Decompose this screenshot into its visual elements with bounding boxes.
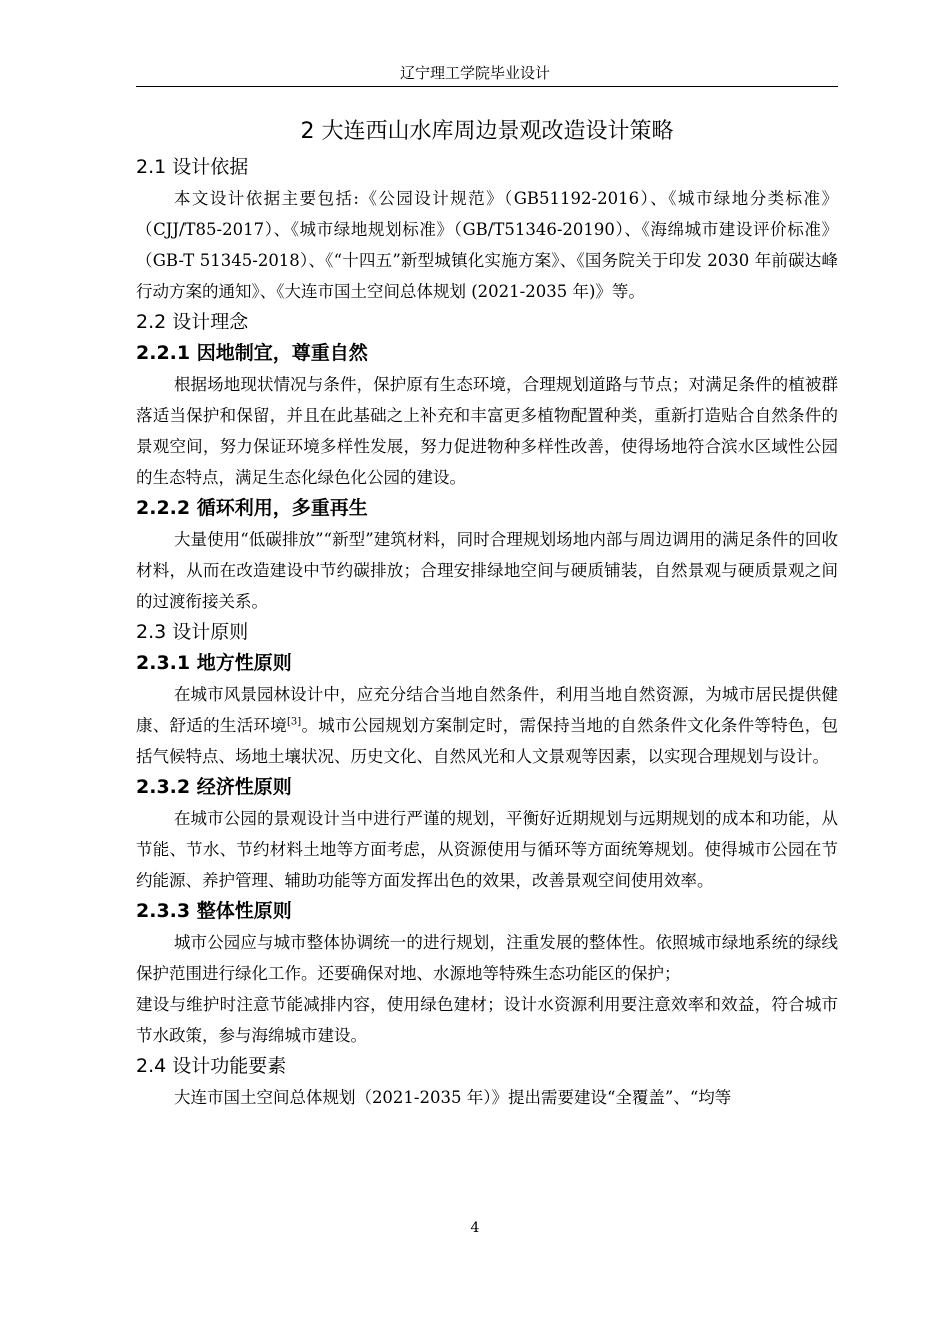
paragraph-2-3-1-part-a: 在城市风景园林设计中，应充分结合当地自然条件，利用当地自然资源，为城市居民提供健康、舒适的生活环境 bbox=[136, 685, 838, 735]
section-heading-2-3-3: 2.3.3 整体性原则 bbox=[136, 900, 292, 922]
paragraph-2-1: 本文设计依据主要包括:《公园设计规范》（GB51192-2016）、《城市绿地分类标准》（CJJ/T85-2017）、《城市绿地规划标准》（GB/T51346-20190）、《海绵城市建设评价标准》（GB-T 51345-2018）、《“十四五”新型城镇化实施方案》、《国务院关于印发 2030 年前碳达峰行动方案的通知》、《大连市国土空间总体规划 (2021-2035 年)》等。 bbox=[136, 189, 838, 301]
paragraph-2-3-3-continued: 建设与维护时注意节能减排内容，使用绿色建材；设计水资源利用要注意效率和效益，符合城市节水政策，参与海绵城市建设。 bbox=[136, 995, 838, 1045]
section-heading-2-3: 2.3 设计原则 bbox=[136, 621, 249, 643]
paragraph-2-2-2: 大量使用“低碳排放”“新型”建筑材料，同时合理规划场地内部与周边调用的满足条件的回收材料，从而在改造建设中节约碳排放；合理安排绿地空间与硬质铺装，自然景观与硬质景观之间的过渡衔接关系。 bbox=[136, 530, 838, 611]
page-content bbox=[136, 112, 838, 1113]
paragraph-2-3-2: 在城市公园的景观设计当中进行严谨的规划，平衡好近期规划与远期规划的成本和功能，从节能、节水、节约材料土地等方面考虑，从资源使用与循环等方面统筹规划。使得城市公园在节约能源、养护管理、辅助功能等方面发挥出色的效果，改善景观空间使用效率。 bbox=[136, 809, 838, 890]
chapter-title: 2 大连西山水库周边景观改造设计策略 bbox=[300, 119, 674, 144]
header-rule bbox=[136, 86, 838, 87]
section-heading-2-3-2: 2.3.2 经济性原则 bbox=[136, 776, 292, 798]
citation-ref-3[interactable]: [3] bbox=[287, 716, 302, 728]
section-heading-2-2: 2.2 设计理念 bbox=[136, 311, 249, 333]
section-heading-2-3-1: 2.3.1 地方性原则 bbox=[136, 652, 292, 674]
paragraph-2-3-1 bbox=[136, 679, 838, 772]
section-heading-2-2-1: 2.2.1 因地制宜，尊重自然 bbox=[136, 342, 368, 364]
paragraph-2-4: 大连市国土空间总体规划（2021-2035 年）》提出需要建设“全覆盖”、“均等 bbox=[173, 1088, 732, 1107]
page-number: 4 bbox=[470, 1220, 480, 1236]
running-header: 辽宁理工学院毕业设计 bbox=[399, 64, 550, 82]
section-heading-2-4: 2.4 设计功能要素 bbox=[136, 1055, 287, 1077]
paragraph-2-2-1: 根据场地现状情况与条件，保护原有生态环境，合理规划道路与节点；对满足条件的植被群落适当保护和保留，并且在此基础之上补充和丰富更多植物配置种类，重新打造贴合自然条件的景观空间，努力保证环境多样性发展，努力促进物种多样性改善，使得场地符合滨水区域性公园的生态特点，满足生态化绿色化公园的建设。 bbox=[136, 375, 838, 487]
paragraph-2-3-1-part-b: 。城市公园规划方案制定时，需保持当地的自然条件文化条件等特色，包括气候特点、场地土壤状况、历史文化、自然风光和人文景观等因素，以实现合理规划与设计。 bbox=[136, 716, 839, 766]
paragraph-2-3-3: 城市公园应与城市整体协调统一的进行规划，注重发展的整体性。依照城市绿地系统的绿线保护范围进行绿化工作。还要确保对地、水源地等特殊生态功能区的保护； bbox=[136, 933, 838, 983]
section-heading-2-1: 2.1 设计依据 bbox=[136, 156, 249, 178]
section-heading-2-2-2: 2.2.2 循环利用，多重再生 bbox=[136, 497, 368, 519]
